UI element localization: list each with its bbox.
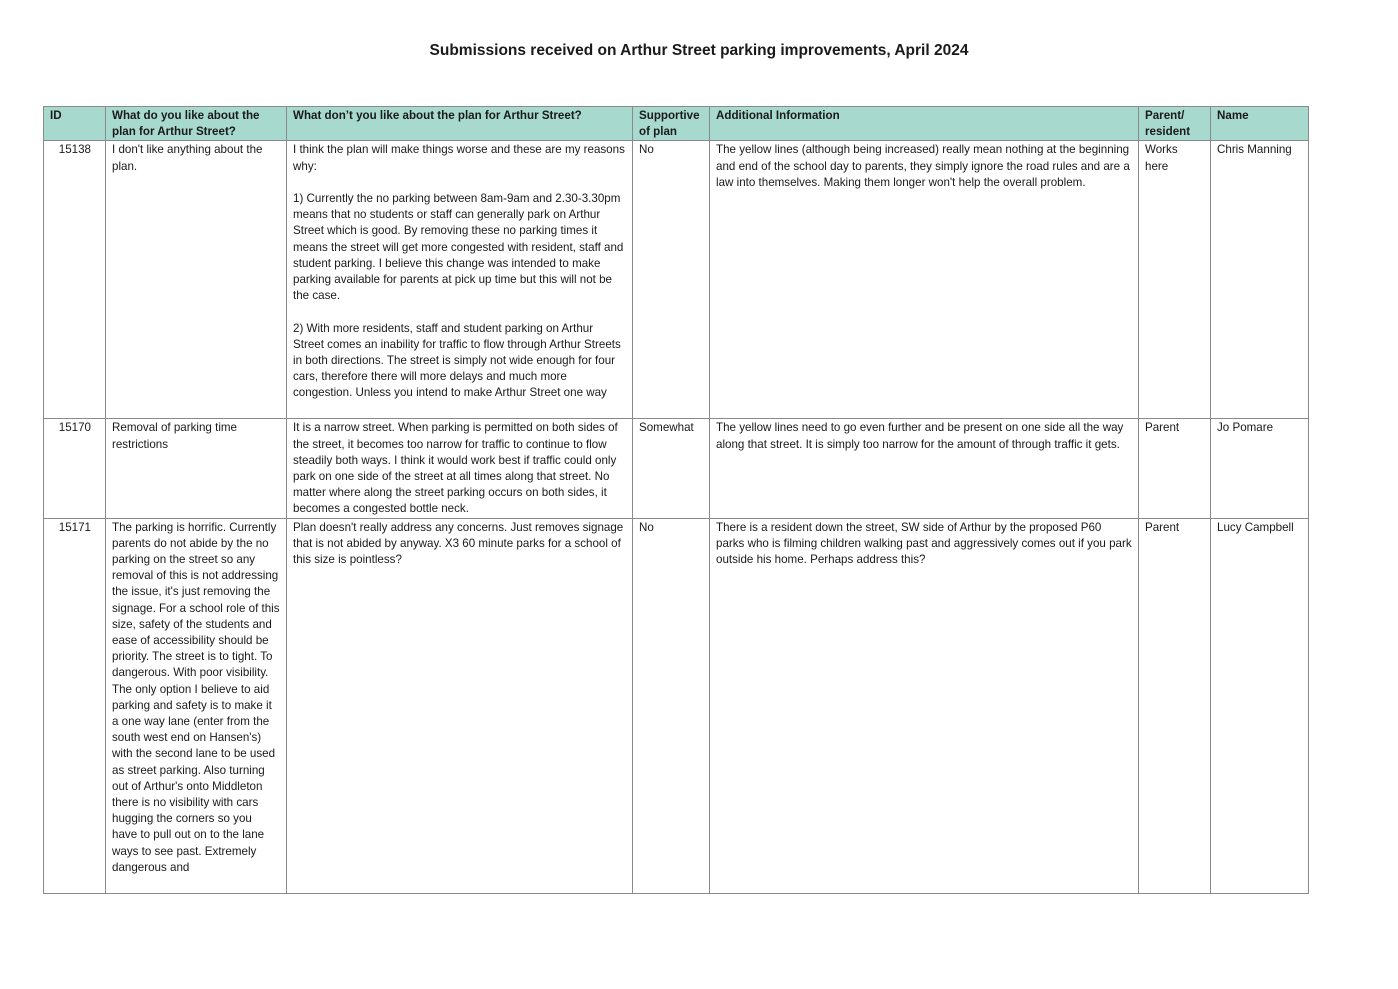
column-header-additional: Additional Information bbox=[710, 107, 1139, 141]
cell-supportive: Somewhat bbox=[633, 419, 710, 518]
column-header-dislikes: What don’t you like about the plan for Arthur Street? bbox=[287, 107, 633, 141]
table-row bbox=[44, 518, 1309, 893]
cell-dislikes: Plan doesn't really address any concerns. Just removes signage that is not abided by anyway. X3 60 minute parks for a school of this size is pointless? bbox=[287, 518, 633, 893]
cell-id: 15138 bbox=[44, 141, 106, 419]
cell-dislikes: It is a narrow street. When parking is permitted on both sides of the street, it becomes too narrow for traffic to continue to flow steadily both ways. I think it would work best if traffic could only park on one side of the street at all times along that street. No matter where along the street parking occurs on both sides, it becomes a congested bottle neck. bbox=[287, 419, 633, 518]
cell-supportive: No bbox=[633, 518, 710, 893]
cell-id: 15170 bbox=[44, 419, 106, 518]
cell-name: Lucy Campbell bbox=[1211, 518, 1309, 893]
cell-id: 15171 bbox=[44, 518, 106, 893]
cell-dislikes-paragraph: 2) With more residents, staff and student parking on Arthur Street comes an inability for traffic to flow through Arthur Streets in both directions. The street is simply not wide enough for four cars, therefore there will more delays and much more congestion. Unless you intend to make Arthur Street one way bbox=[293, 321, 621, 400]
cell-likes: Removal of parking time restrictions bbox=[106, 419, 287, 518]
table-row bbox=[44, 419, 1309, 518]
cell-additional: The yellow lines need to go even further and be present on one side all the way along that street. It is simply too narrow for the amount of through traffic it gets. bbox=[710, 419, 1139, 518]
cell-name: Jo Pomare bbox=[1211, 419, 1309, 518]
header-row bbox=[44, 107, 1309, 141]
cell-dislikes bbox=[287, 141, 633, 419]
column-header-name: Name bbox=[1211, 107, 1309, 141]
cell-parent-resident: Parent bbox=[1139, 419, 1211, 518]
submissions-table bbox=[43, 106, 1309, 894]
column-header-likes: What do you like about the plan for Arthur Street? bbox=[106, 107, 287, 141]
cell-parent-resident: Parent bbox=[1139, 518, 1211, 893]
table-row bbox=[44, 141, 1309, 419]
page-title: Submissions received on Arthur Street parking improvements, April 2024 bbox=[429, 42, 969, 59]
cell-additional: There is a resident down the street, SW side of Arthur by the proposed P60 parks who is filming children walking past and aggressively comes out if you park outside his home. Perhaps address this? bbox=[710, 518, 1139, 893]
column-header-id: ID bbox=[44, 107, 106, 141]
cell-supportive: No bbox=[633, 141, 710, 419]
cell-likes: The parking is horrific. Currently parents do not abide by the no parking on the street so any removal of this is not addressing the issue, it's just removing the signage. For a school role of this size, safety of the students and ease of accessibility should be priority. The street is to tight. To dangerous. With poor visibility. The only option I believe to aid parking and safety is to make it a one way lane (enter from the south west end on Hansen's) with the second lane to be used as street parking. Also turning out of Arthur's onto Middleton there is no visibility with cars hugging the corners so you have to pull out on to the lane ways to see past. Extremely dangerous and bbox=[106, 518, 287, 893]
cell-dislikes-paragraph: I think the plan will make things worse and these are my reasons why: bbox=[293, 143, 625, 173]
cell-additional: The yellow lines (although being increased) really mean nothing at the beginning and end of the school day to parents, they simply ignore the road rules and are a law into themselves. Making them longer won't help the overall problem. bbox=[710, 141, 1139, 419]
cell-dislikes-paragraph: 1) Currently the no parking between 8am-9am and 2.30-3.30pm means that no students or staff can generally park on Arthur Street which is good. By removing these no parking times it means the street will get more congested with resident, staff and student parking. I believe this change was intended to make parking available for parents at pick up time but this will not be the case. bbox=[293, 192, 624, 303]
cell-name: Chris Manning bbox=[1211, 141, 1309, 419]
column-header-parent-resident: Parent/ resident bbox=[1139, 107, 1211, 141]
cell-likes: I don't like anything about the plan. bbox=[106, 141, 287, 419]
cell-parent-resident: Works here bbox=[1139, 141, 1211, 419]
column-header-supportive: Supportive of plan bbox=[633, 107, 710, 141]
